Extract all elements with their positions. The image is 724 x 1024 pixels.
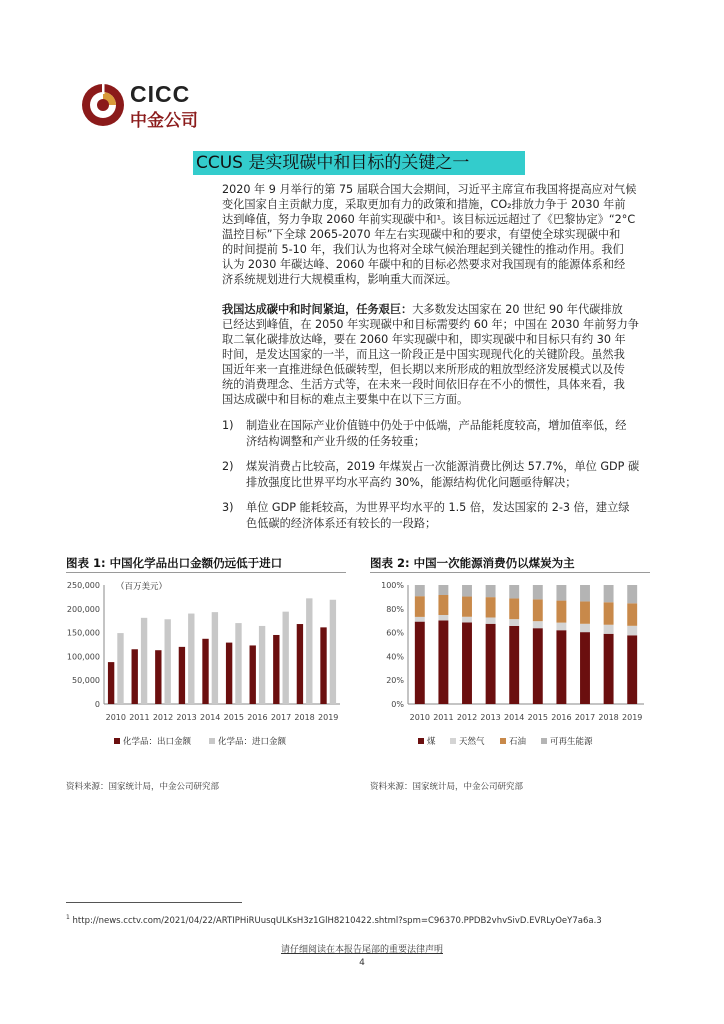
y-tick-label: 20% (386, 676, 404, 686)
bar-化学品：出口金额 (179, 647, 185, 704)
bar-segment-煤 (438, 620, 448, 704)
bar-化学品：进口金额 (188, 614, 194, 704)
section-title: CCUS 是实现碳中和目标的关键之一 (196, 153, 470, 173)
bar-segment-煤 (533, 628, 543, 704)
x-tick-label: 2013 (480, 713, 501, 722)
x-tick-label: 2019 (622, 713, 643, 722)
bar-化学品：进口金额 (306, 598, 312, 704)
x-tick-label: 2017 (574, 713, 596, 722)
footnote-link[interactable]: http://news.cctv.com/2021/04/22/ARTIPHiRUusqULKsH3z1GlH8210422.shtml?spm=C96370.PPDB2vhvSivD.EVRLyOeY7a6a.3 (72, 915, 602, 926)
bar-化学品：进口金额 (235, 623, 241, 704)
bar-segment-可再生能源 (627, 585, 637, 603)
bar-segment-可再生能源 (556, 585, 566, 601)
legal-disclaimer-link[interactable]: 请仔细阅读在本报告尾部的重要法律声明 (280, 945, 443, 955)
bar-segment-天然气 (462, 617, 472, 623)
list-item-line: 济结构调整和产业升级的任务较重； (246, 434, 426, 448)
bar-化学品：出口金额 (226, 643, 232, 704)
y-tick-label: 0 (94, 700, 100, 709)
bar-化学品：进口金额 (165, 619, 171, 704)
cicc-logo-icon (80, 82, 126, 128)
x-tick-label: 2013 (176, 713, 197, 722)
bar-化学品：进口金额 (330, 600, 336, 704)
bar-segment-石油 (604, 602, 614, 624)
x-tick-label: 2015 (223, 713, 244, 722)
bar-化学品：进口金额 (259, 626, 265, 704)
bar-segment-天然气 (604, 625, 614, 634)
x-tick-label: 2012 (456, 713, 478, 722)
y-tick-label: 60% (386, 628, 404, 638)
bar-segment-可再生能源 (604, 585, 614, 602)
paragraph-line: 变化国家自主贡献力度，采取更加有力的政策和措施，CO₂排放力争于 2030 年前 (222, 198, 626, 211)
legend-swatch (209, 738, 215, 744)
y-tick-label: 150,000 (66, 628, 100, 638)
y-tick-label: 100,000 (66, 652, 100, 662)
bar-segment-可再生能源 (438, 585, 448, 595)
unit-label: （百万美元） (116, 582, 168, 592)
x-tick-label: 2015 (527, 713, 548, 722)
paragraph-line-text: 大多数发达国家在 20 世纪 90 年代碳排放 (412, 303, 623, 316)
y-tick-label: 80% (386, 604, 404, 614)
bar-化学品：出口金额 (250, 645, 256, 704)
list-item-line: 色低碳的经济体系还有较长的一段路； (246, 516, 437, 530)
logo-text-en: CICC (130, 81, 191, 107)
bar-segment-石油 (486, 597, 496, 617)
paragraph-line: 时间，是发达国家的一半，而且这一阶段正是中国实现现代化的关键阶段。虽然我 (222, 348, 625, 361)
bar-segment-天然气 (509, 619, 519, 626)
bar-segment-石油 (580, 601, 590, 623)
list-item-number: 1) (222, 419, 234, 432)
footnote (66, 914, 602, 926)
paragraph-line: 2020 年 9 月举行的第 75 届联合国大会期间，习近平主席宣布我国将提高应对气候 (222, 183, 637, 196)
bar-segment-天然气 (627, 626, 637, 636)
figure-2-title: 图表 2: 中国一次能源消费仍以煤炭为主 (370, 556, 575, 570)
paragraph-line: 的时间提前 5-10 年，我们认为也将对全球气候治理起到关键性的推动作用。我们 (222, 243, 624, 256)
bar-化学品：出口金额 (297, 624, 303, 704)
x-tick-label: 2014 (200, 713, 221, 722)
legend-swatch (418, 738, 424, 744)
legend-label: 化学品：进口金额 (218, 737, 287, 747)
bar-segment-可再生能源 (462, 585, 472, 597)
bar-segment-煤 (415, 622, 425, 704)
figure-1-source: 资料来源：国家统计局，中金公司研究部 (66, 782, 220, 792)
x-tick-label: 2018 (598, 713, 619, 722)
legend-swatch (500, 738, 506, 744)
bar-segment-可再生能源 (509, 585, 519, 598)
logo-text-cn: 中金公司 (130, 111, 198, 131)
chart-2 (366, 575, 656, 755)
bar-化学品：出口金额 (108, 662, 114, 704)
bar-化学品：进口金额 (141, 618, 147, 704)
list-item-number: 3) (222, 501, 234, 514)
bar-化学品：出口金额 (202, 639, 208, 704)
bar-segment-石油 (509, 598, 519, 619)
paragraph-line: 济系统规划进行大规模重构，影响重大而深远。 (222, 273, 457, 286)
bar-化学品：进口金额 (283, 612, 289, 704)
figure-2-source: 资料来源：国家统计局，中金公司研究部 (370, 782, 524, 792)
list-item-text (246, 418, 658, 449)
legend-label: 石油 (509, 737, 527, 747)
bar-化学品：出口金额 (132, 649, 138, 704)
paragraph-line: 国近年来一直推进绿色低碳转型，但长期以来所形成的粗放型经济发展模式以及传 (222, 363, 625, 376)
x-tick-label: 2014 (504, 713, 525, 722)
list-item-number: 2) (222, 460, 234, 473)
paragraph-2 (222, 302, 658, 407)
bar-segment-煤 (462, 622, 472, 704)
paragraph-line: 取二氧化碳排放达峰，要在 2060 年实现碳中和，即实现碳中和目标只有约 30 年 (222, 333, 626, 346)
paragraph-line (222, 302, 658, 317)
bar-化学品：出口金额 (155, 650, 161, 704)
y-tick-label: 50,000 (72, 676, 100, 686)
list-item-line: 煤炭消费占比较高，2019 年煤炭占一次能源消费比例达 57.7%，单位 GDP 碳 (246, 460, 640, 473)
y-tick-label: 200,000 (66, 604, 100, 614)
bar-segment-石油 (438, 595, 448, 615)
x-tick-label: 2011 (433, 713, 454, 722)
legend-swatch (114, 738, 120, 744)
paragraph-line: 已经达到峰值，在 2050 年实现碳中和目标需要约 60 年；中国在 2030 年前努力争 (222, 318, 639, 331)
legend-swatch (541, 738, 547, 744)
chart-1 (62, 575, 352, 755)
paragraph-bold-lead: 我国达成碳中和时间紧迫，任务艰巨： (222, 303, 413, 316)
list-item-text (246, 459, 658, 490)
bar-segment-石油 (533, 599, 543, 621)
bar-segment-煤 (604, 634, 614, 704)
bar-segment-天然气 (580, 624, 590, 632)
paragraph-line: 温控目标”下全球 2065-2070 年左右实现碳中和的要求，有望使全球实现碳中和 (222, 228, 621, 241)
figure-1-title: 图表 1: 中国化学品出口金额仍远低于进口 (66, 556, 283, 570)
bar-segment-煤 (556, 630, 566, 704)
bar-segment-可再生能源 (486, 585, 496, 597)
bar-segment-天然气 (556, 623, 566, 631)
page-number: 4 (359, 958, 365, 968)
paragraph-1 (222, 182, 658, 287)
bar-segment-煤 (509, 626, 519, 704)
bar-segment-天然气 (486, 617, 496, 623)
x-tick-label: 2017 (270, 713, 292, 722)
bar-segment-石油 (462, 597, 472, 617)
bar-segment-天然气 (438, 615, 448, 620)
x-tick-label: 2019 (318, 713, 339, 722)
bar-化学品：进口金额 (117, 633, 123, 704)
legend-swatch (450, 738, 456, 744)
legend-label: 天然气 (459, 737, 485, 747)
x-tick-label: 2011 (129, 713, 150, 722)
x-tick-label: 2016 (551, 713, 572, 722)
bar-segment-天然气 (533, 621, 543, 628)
y-tick-label: 100% (381, 581, 404, 590)
bar-化学品：进口金额 (212, 612, 218, 704)
figure-1-rule (66, 572, 346, 573)
bar-segment-石油 (415, 596, 425, 617)
bar-segment-可再生能源 (580, 585, 590, 601)
legend-label: 可再生能源 (550, 737, 593, 747)
x-tick-label: 2010 (105, 713, 126, 722)
list-item-line: 制造业在国际产业价值链中仍处于中低端，产品能耗度较高，增加值率低，经 (246, 419, 627, 432)
x-tick-label: 2012 (152, 713, 174, 722)
y-tick-label: 40% (386, 652, 404, 662)
list-item-line: 排放强度比世界平均水平高约 30%，能源结构优化问题亟待解决； (246, 475, 577, 489)
paragraph-line: 达到峰值，努力争取 2060 年前实现碳中和¹。该目标远远超过了《巴黎协定》“2°C (222, 213, 636, 226)
list-item-line: 单位 GDP 能耗较高，为世界平均水平的 1.5 倍，发达国家的 2-3 倍，建立绿 (246, 501, 630, 514)
bar-segment-可再生能源 (415, 585, 425, 596)
legend-label: 煤 (427, 737, 436, 747)
bar-segment-可再生能源 (533, 585, 543, 599)
footnote-rule (66, 902, 242, 903)
x-tick-label: 2018 (294, 713, 315, 722)
bar-segment-煤 (486, 624, 496, 704)
footnote-number: 1 (66, 914, 70, 921)
list-item-text (246, 500, 658, 531)
figure-2-rule (370, 572, 650, 573)
y-tick-label: 250,000 (66, 581, 100, 590)
bar-segment-石油 (627, 603, 637, 625)
paragraph-line: 国达成碳中和目标的难点主要集中在以下三方面。 (222, 393, 469, 406)
x-tick-label: 2016 (247, 713, 268, 722)
bar-segment-石油 (556, 601, 566, 623)
x-tick-label: 2010 (409, 713, 430, 722)
paragraph-line: 统的消费理念、生活方式等，在未来一段时间依旧存在不小的惯性，具体来看，我 (222, 378, 625, 391)
bar-化学品：出口金额 (273, 635, 279, 704)
y-tick-label: 0% (391, 700, 404, 709)
paragraph-line: 认为 2030 年碳达峰、2060 年碳中和的目标必然要求对我国现有的能源体系和经 (222, 258, 626, 271)
legend-label: 化学品：出口金额 (123, 737, 192, 747)
bar-化学品：出口金额 (320, 627, 326, 704)
cicc-logo (80, 80, 210, 130)
bar-segment-煤 (580, 632, 590, 704)
bar-segment-天然气 (415, 617, 425, 622)
bar-segment-煤 (627, 635, 637, 704)
